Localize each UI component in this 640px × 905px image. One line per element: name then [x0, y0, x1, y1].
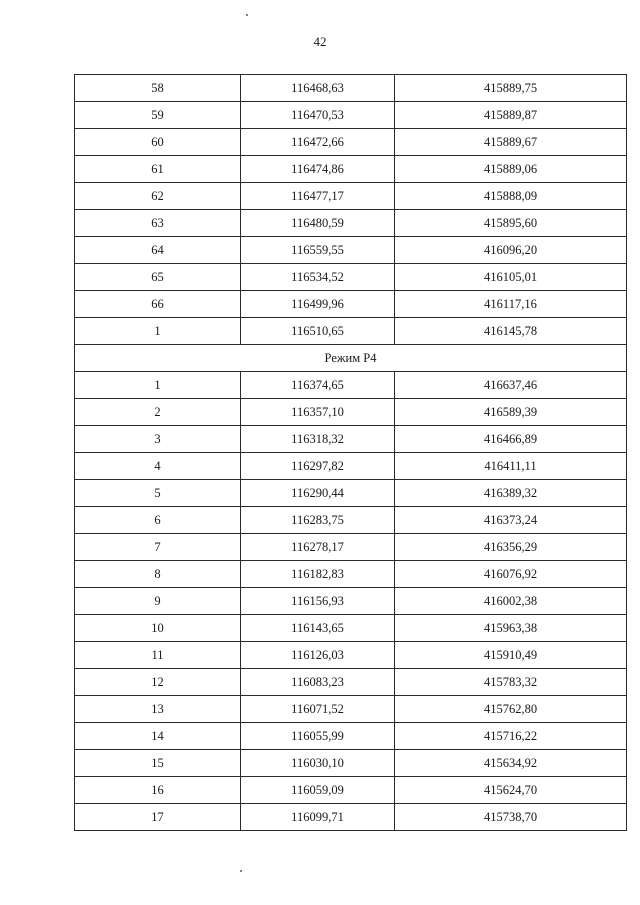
y-coordinate-cell: 416117,16 — [395, 291, 627, 318]
y-coordinate-cell: 415895,60 — [395, 210, 627, 237]
point-number-cell: 65 — [75, 264, 241, 291]
table-row — [75, 399, 627, 426]
table-row — [75, 183, 627, 210]
table-row — [75, 426, 627, 453]
table-row — [75, 669, 627, 696]
table-row — [75, 723, 627, 750]
x-coordinate-cell: 116283,75 — [241, 507, 395, 534]
table-row — [75, 750, 627, 777]
x-coordinate-cell: 116156,93 — [241, 588, 395, 615]
table-row — [75, 318, 627, 345]
y-coordinate-cell: 416466,89 — [395, 426, 627, 453]
y-coordinate-cell: 415762,80 — [395, 696, 627, 723]
point-number-cell: 2 — [75, 399, 241, 426]
point-number-cell: 5 — [75, 480, 241, 507]
x-coordinate-cell: 116059,09 — [241, 777, 395, 804]
y-coordinate-cell: 416373,24 — [395, 507, 627, 534]
table-row — [75, 561, 627, 588]
x-coordinate-cell: 116472,66 — [241, 129, 395, 156]
section-title: Режим Р4 — [75, 345, 627, 372]
point-number-cell: 8 — [75, 561, 241, 588]
table-row — [75, 156, 627, 183]
point-number-cell: 14 — [75, 723, 241, 750]
point-number-cell: 6 — [75, 507, 241, 534]
x-coordinate-cell: 116318,32 — [241, 426, 395, 453]
x-coordinate-cell: 116510,65 — [241, 318, 395, 345]
y-coordinate-cell: 416411,11 — [395, 453, 627, 480]
table-row — [75, 696, 627, 723]
x-coordinate-cell: 116534,52 — [241, 264, 395, 291]
x-coordinate-cell: 116499,96 — [241, 291, 395, 318]
point-number-cell: 60 — [75, 129, 241, 156]
y-coordinate-cell: 415889,67 — [395, 129, 627, 156]
x-coordinate-cell: 116477,17 — [241, 183, 395, 210]
y-coordinate-cell: 416105,01 — [395, 264, 627, 291]
point-number-cell: 58 — [75, 75, 241, 102]
x-coordinate-cell: 116480,59 — [241, 210, 395, 237]
table-row — [75, 534, 627, 561]
x-coordinate-cell: 116055,99 — [241, 723, 395, 750]
y-coordinate-cell: 415624,70 — [395, 777, 627, 804]
table-row — [75, 642, 627, 669]
y-coordinate-cell: 416389,32 — [395, 480, 627, 507]
y-coordinate-cell: 415888,09 — [395, 183, 627, 210]
x-coordinate-cell: 116297,82 — [241, 453, 395, 480]
table-row — [75, 453, 627, 480]
y-coordinate-cell: 415783,32 — [395, 669, 627, 696]
y-coordinate-cell: 415634,92 — [395, 750, 627, 777]
point-number-cell: 15 — [75, 750, 241, 777]
x-coordinate-cell: 116182,83 — [241, 561, 395, 588]
point-number-cell: 1 — [75, 318, 241, 345]
y-coordinate-cell: 416002,38 — [395, 588, 627, 615]
scan-speck — [246, 14, 248, 16]
table-row — [75, 75, 627, 102]
table-row — [75, 588, 627, 615]
x-coordinate-cell: 116559,55 — [241, 237, 395, 264]
page-number: 42 — [313, 34, 327, 49]
section-row — [75, 345, 627, 372]
x-coordinate-cell: 116357,10 — [241, 399, 395, 426]
point-number-cell: 16 — [75, 777, 241, 804]
table-row — [75, 507, 627, 534]
table-row — [75, 480, 627, 507]
x-coordinate-cell: 116143,65 — [241, 615, 395, 642]
table-row — [75, 615, 627, 642]
point-number-cell: 66 — [75, 291, 241, 318]
point-number-cell: 61 — [75, 156, 241, 183]
table-row — [75, 291, 627, 318]
coordinates-table — [74, 74, 627, 831]
coordinates-table-body — [75, 75, 627, 831]
y-coordinate-cell: 416076,92 — [395, 561, 627, 588]
point-number-cell: 10 — [75, 615, 241, 642]
x-coordinate-cell: 116468,63 — [241, 75, 395, 102]
point-number-cell: 64 — [75, 237, 241, 264]
table-row — [75, 237, 627, 264]
scan-speck — [240, 870, 242, 872]
table-row — [75, 129, 627, 156]
x-coordinate-cell: 116099,71 — [241, 804, 395, 831]
point-number-cell: 62 — [75, 183, 241, 210]
point-number-cell: 9 — [75, 588, 241, 615]
y-coordinate-cell: 415889,75 — [395, 75, 627, 102]
x-coordinate-cell: 116374,65 — [241, 372, 395, 399]
point-number-cell: 4 — [75, 453, 241, 480]
x-coordinate-cell: 116290,44 — [241, 480, 395, 507]
point-number-cell: 13 — [75, 696, 241, 723]
y-coordinate-cell: 416589,39 — [395, 399, 627, 426]
y-coordinate-cell: 416145,78 — [395, 318, 627, 345]
y-coordinate-cell: 415889,06 — [395, 156, 627, 183]
point-number-cell: 63 — [75, 210, 241, 237]
x-coordinate-cell: 116474,86 — [241, 156, 395, 183]
x-coordinate-cell: 116126,03 — [241, 642, 395, 669]
table-row — [75, 264, 627, 291]
y-coordinate-cell: 415738,70 — [395, 804, 627, 831]
x-coordinate-cell: 116030,10 — [241, 750, 395, 777]
x-coordinate-cell: 116071,52 — [241, 696, 395, 723]
table-row — [75, 777, 627, 804]
x-coordinate-cell: 116278,17 — [241, 534, 395, 561]
point-number-cell: 7 — [75, 534, 241, 561]
point-number-cell: 3 — [75, 426, 241, 453]
y-coordinate-cell: 415889,87 — [395, 102, 627, 129]
point-number-cell: 11 — [75, 642, 241, 669]
point-number-cell: 59 — [75, 102, 241, 129]
point-number-cell: 12 — [75, 669, 241, 696]
point-number-cell: 17 — [75, 804, 241, 831]
table-row — [75, 102, 627, 129]
x-coordinate-cell: 116470,53 — [241, 102, 395, 129]
x-coordinate-cell: 116083,23 — [241, 669, 395, 696]
y-coordinate-cell: 415716,22 — [395, 723, 627, 750]
table-row — [75, 804, 627, 831]
y-coordinate-cell: 416096,20 — [395, 237, 627, 264]
y-coordinate-cell: 416637,46 — [395, 372, 627, 399]
y-coordinate-cell: 415963,38 — [395, 615, 627, 642]
table-row — [75, 210, 627, 237]
point-number-cell: 1 — [75, 372, 241, 399]
y-coordinate-cell: 416356,29 — [395, 534, 627, 561]
table-row — [75, 372, 627, 399]
y-coordinate-cell: 415910,49 — [395, 642, 627, 669]
